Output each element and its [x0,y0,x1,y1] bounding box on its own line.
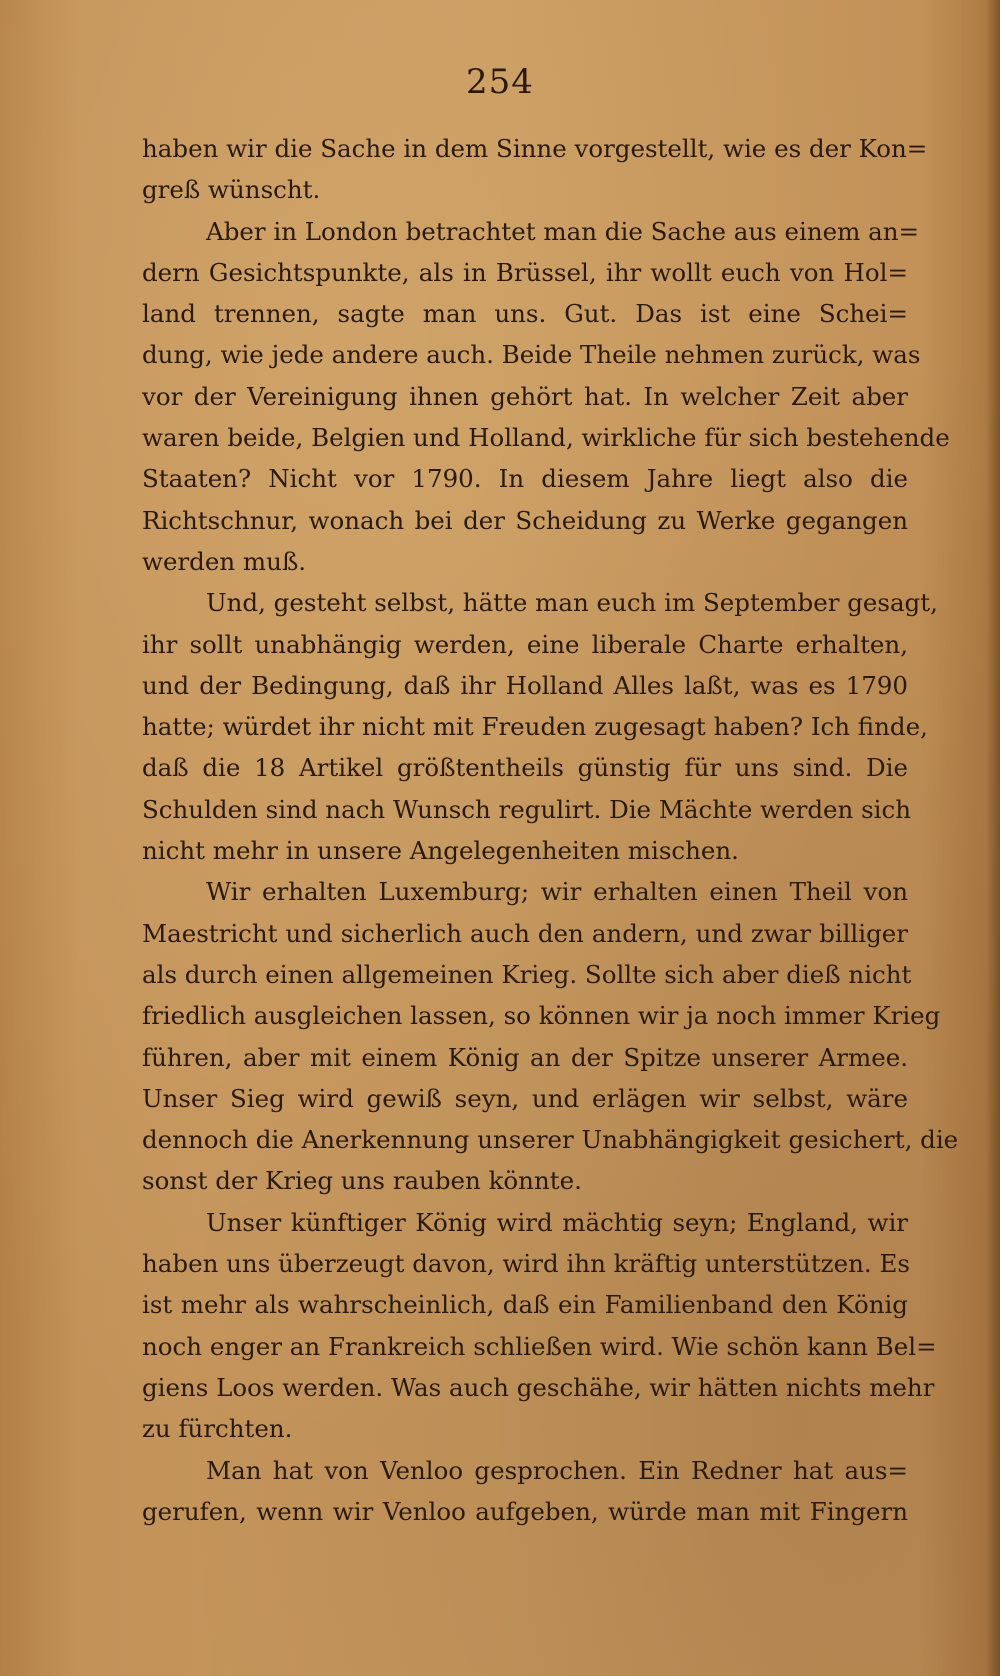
text-line: giens Loos werden. Was auch geschähe, wir hätten nichts mehr [142,1372,935,1402]
text-line: Maestricht und sicherlich auch den andern, und zwar billiger [142,918,908,948]
text-line: Schulden sind nach Wunsch regulirt. Die Mächte werden sich [142,794,911,824]
text-line: dern Gesichtspunkte, als in Brüssel, ihr wollt euch von Hol= [142,257,908,287]
text-line: Staaten? Nicht vor 1790. In diesem Jahre liegt also die [142,464,908,494]
text-line: gerufen, wenn wir Venloo aufgeben, würde man mit Fingern [142,1496,908,1526]
body-text [142,128,959,1532]
text-line: daß die 18 Artikel größtentheils günstig für uns sind. Die [142,753,908,783]
text-line: Unser Sieg wird gewiß seyn, und erlägen wir selbst, wäre [142,1083,908,1113]
text-line: nicht mehr in unsere Angelegenheiten mischen. [142,836,739,866]
page-edge-shadow [986,0,1000,1676]
text-line: dung, wie jede andere auch. Beide Theile nehmen zurück, was [142,340,921,370]
text-line: vor der Vereinigung ihnen gehört hat. In welcher Zeit aber [142,381,908,411]
text-line: zu fürchten. [142,1414,293,1444]
text-line: Unser künftiger König wird mächtig seyn; England, wir [206,1207,908,1237]
text-line: hatte; würdet ihr nicht mit Freuden zugesagt haben? Ich finde, [142,712,928,742]
text-line: Man hat von Venloo gesprochen. Ein Redner hat aus= [206,1455,908,1485]
text-line: Richtschnur, wonach bei der Scheidung zu Werke gegangen [142,505,908,535]
text-line: noch enger an Frankreich schließen wird. Wie schön kann Bel= [142,1331,937,1361]
text-line: waren beide, Belgien und Holland, wirkliche für sich bestehende [142,423,950,453]
text-line: ist mehr als wahrscheinlich, daß ein Familienband den König [142,1290,908,1320]
text-line: haben uns überzeugt davon, wird ihn kräftig unterstützen. Es [142,1249,910,1279]
page-number: 254 [466,62,534,102]
text-line: und der Bedingung, daß ihr Holland Alles laßt, was es 1790 [142,670,908,700]
text-line: werden muß. [142,546,307,576]
text-line: sonst der Krieg uns rauben könnte. [142,1166,582,1196]
text-line: friedlich ausgleichen lassen, so können wir ja noch immer Krieg [142,1001,941,1031]
text-line: Wir erhalten Luxemburg; wir erhalten einen Theil von [206,877,908,907]
text-line: Aber in London betrachtet man die Sache aus einem an= [206,216,920,246]
text-line: dennoch die Anerkennung unserer Unabhängigkeit gesichert, die [142,1125,959,1155]
text-line: führen, aber mit einem König an der Spitze unserer Armee. [142,1042,908,1072]
text-line: Und, gesteht selbst, hätte man euch im September gesagt, [206,588,938,618]
text-line: greß wünscht. [142,175,321,205]
text-line: land trennen, sagte man uns. Gut. Das ist eine Schei= [142,299,908,329]
text-line: als durch einen allgemeinen Krieg. Sollte sich aber dieß nicht [142,959,912,989]
text-line: ihr sollt unabhängig werden, eine liberale Charte erhalten, [142,629,908,659]
text-line: haben wir die Sache in dem Sinne vorgestellt, wie es der Kon= [142,134,928,163]
